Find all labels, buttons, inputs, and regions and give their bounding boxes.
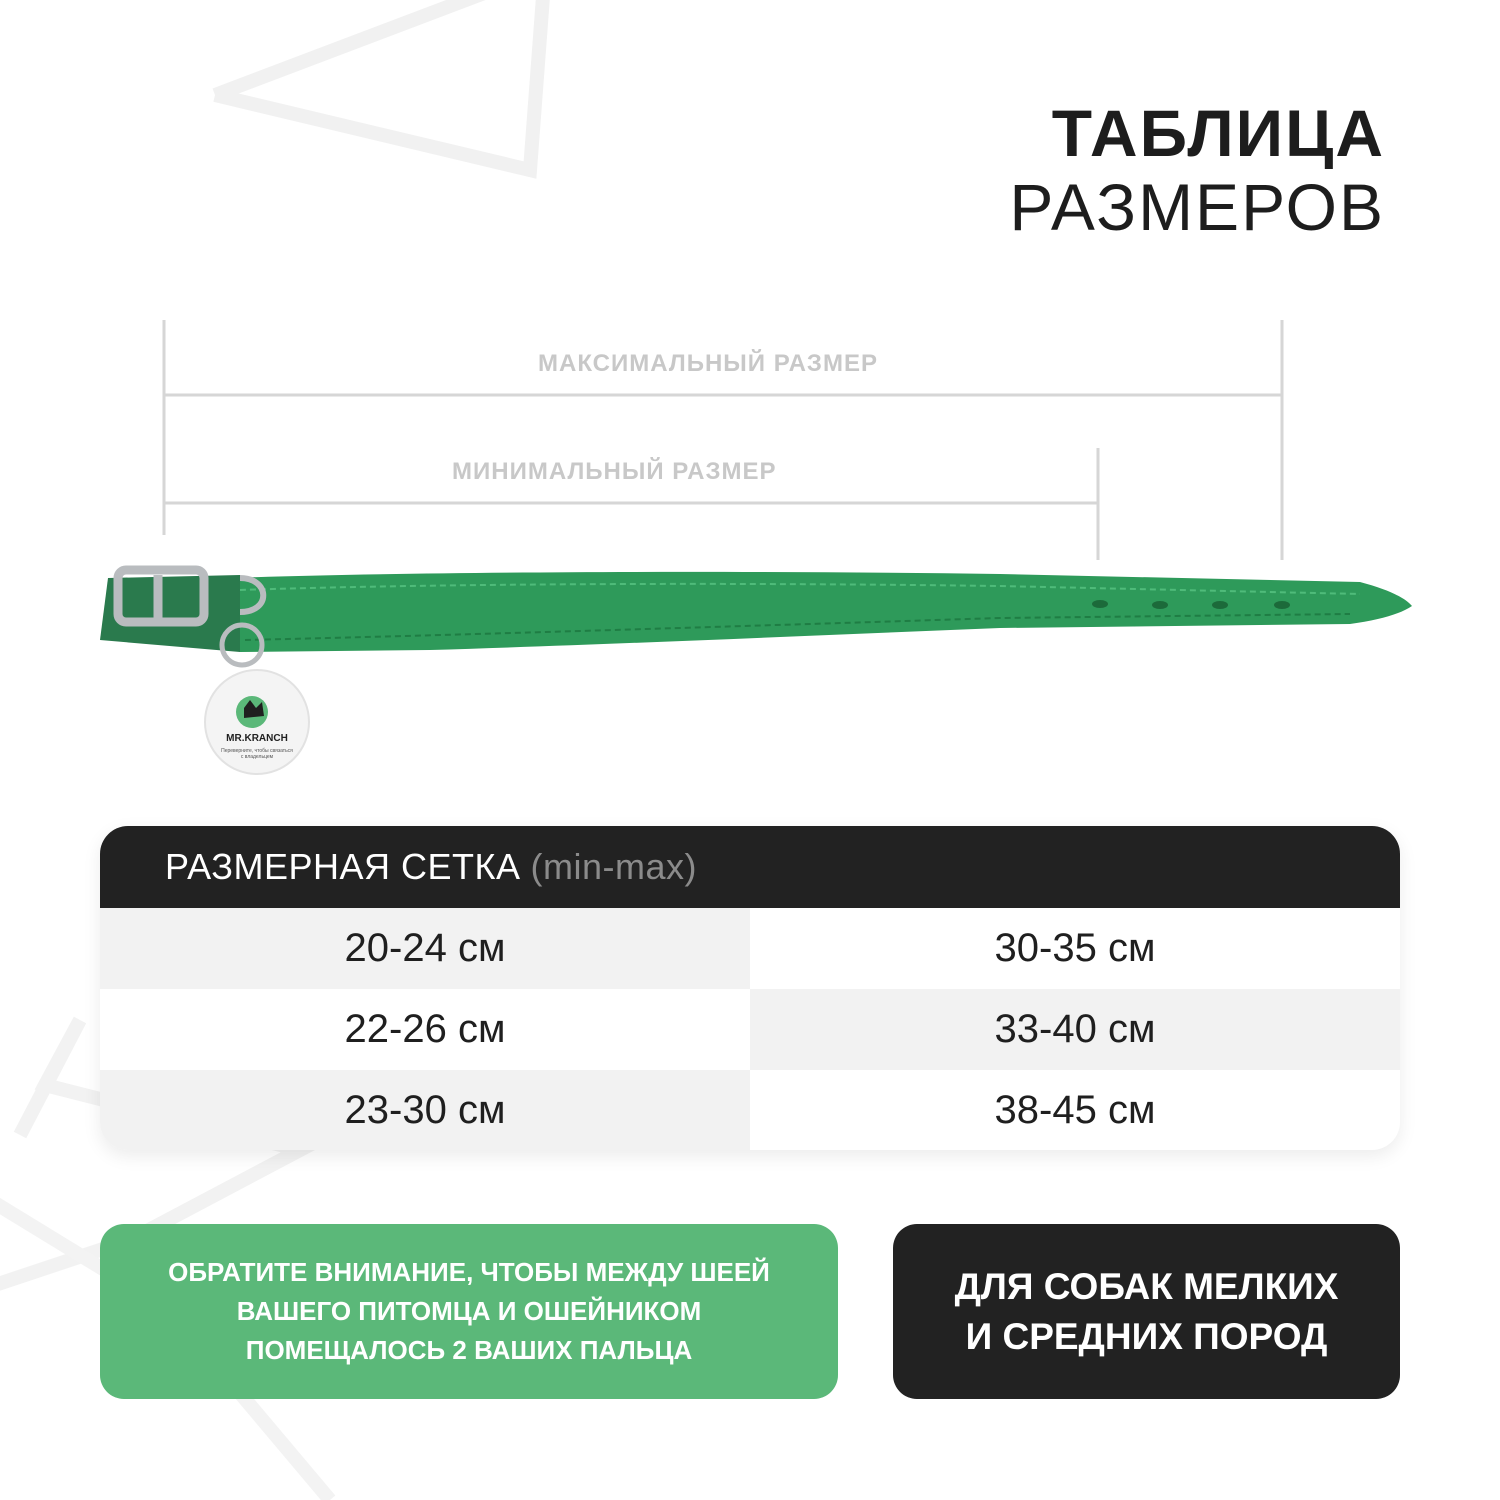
size-table	[100, 826, 1400, 1150]
fit-advice-line: ОБРАТИТЕ ВНИМАНИЕ, ЧТОБЫ МЕЖДУ ШЕЕЙ	[168, 1257, 770, 1287]
min-size-label: МИНИМАЛЬНЫЙ РАЗМЕР	[452, 458, 777, 485]
tag-caption-text: Переверните, чтобы связаться с владельцем	[221, 748, 293, 760]
breed-size-note	[893, 1224, 1400, 1399]
fit-advice-note	[100, 1224, 838, 1399]
max-size-label: МАКСИМАЛЬНЫЙ РАЗМЕР	[538, 350, 878, 377]
size-table-title: РАЗМЕРНАЯ СЕТКА	[165, 846, 521, 887]
tag-brand-text: MR.KRANCH	[226, 733, 288, 744]
breed-size-line: ДЛЯ СОБАК МЕЛКИХ	[954, 1265, 1339, 1307]
size-cell: 30-35 см	[994, 926, 1156, 970]
size-table-range-hint: (min-max)	[530, 846, 697, 887]
fit-advice-line: ПОМЕЩАЛОСЬ 2 ВАШИХ ПАЛЬЦА	[245, 1335, 693, 1365]
size-table-body	[100, 908, 1400, 1150]
size-cell: 20-24 см	[100, 908, 750, 989]
title-line-1: ТАБЛИЦА	[1051, 96, 1385, 170]
size-cell: 22-26 см	[344, 1007, 506, 1051]
fit-advice-line: ВАШЕГО ПИТОМЦА И ОШЕЙНИКОМ	[236, 1296, 702, 1326]
title-line-2: РАЗМЕРОВ	[1009, 170, 1385, 244]
breed-size-line: И СРЕДНИХ ПОРОД	[965, 1315, 1328, 1357]
size-table-header	[100, 826, 1400, 908]
size-cell: 33-40 см	[750, 989, 1400, 1070]
size-cell: 38-45 см	[994, 1088, 1156, 1132]
size-cell: 23-30 см	[100, 1070, 750, 1150]
